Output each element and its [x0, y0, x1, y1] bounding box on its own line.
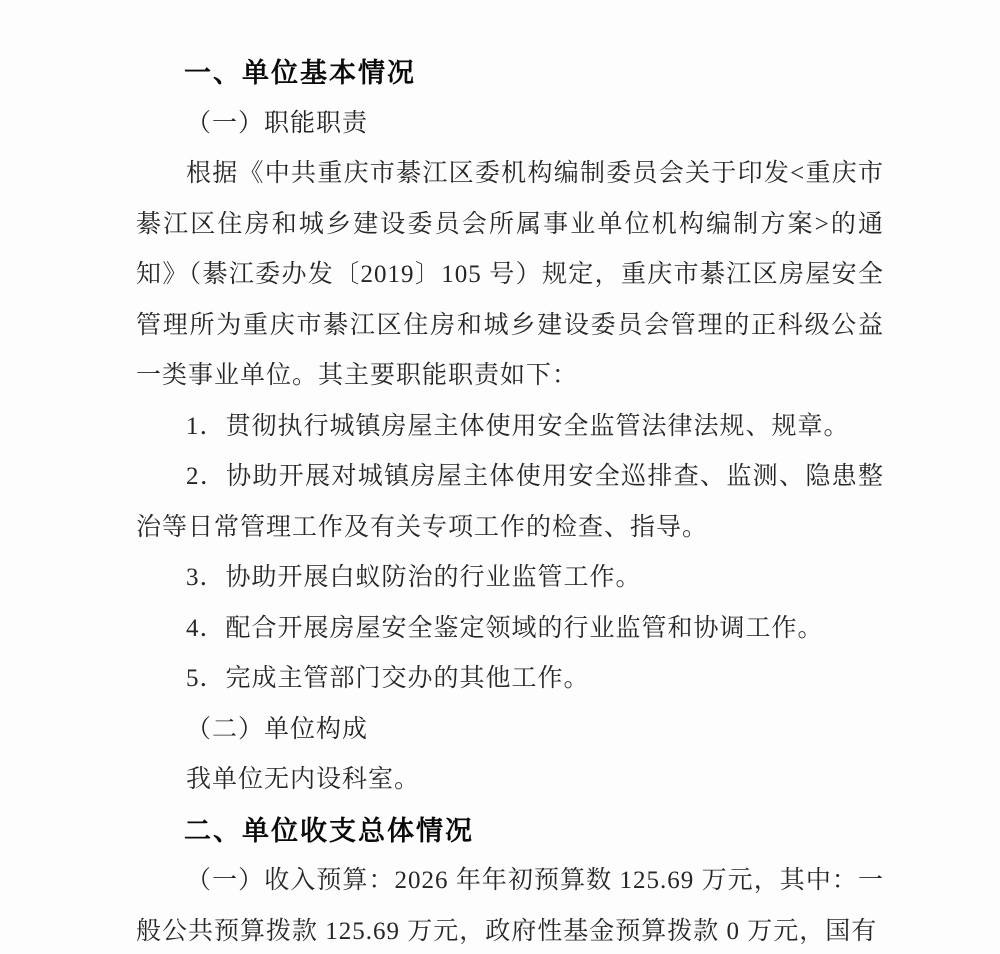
- list-item-4: 4．配合开展房屋安全鉴定领域的行业监管和协调工作。: [186, 614, 824, 642]
- document-content: [136, 48, 884, 954]
- body-paragraph-income-budget: （一）收入预算：2026 年年初预算数 125.69 万元，其中：一般公共预算拨款 125.69 万元，政府性基金预算拨款 0 万元，国有: [136, 867, 884, 945]
- section-heading-1: 一、单位基本情况: [184, 58, 416, 88]
- list-item-1: 1．贯彻执行城镇房屋主体使用安全监管法律法规、规章。: [186, 412, 850, 440]
- subsection-heading-structure: （二）单位构成: [186, 715, 369, 743]
- list-item-2: 2．协助开展对城镇房屋主体使用安全巡排查、监测、隐患整治等日常管理工作及有关专项工作的检查、指导。: [136, 463, 884, 541]
- list-item-3: 3．协助开展白蚁防治的行业监管工作。: [186, 564, 642, 591]
- subsection-heading-functions: （一）职能职责: [186, 109, 369, 137]
- section-heading-2: 二、单位收支总体情况: [184, 815, 474, 846]
- body-paragraph-functions: 根据《中共重庆市綦江区委机构编制委员会关于印发<重庆市綦江区住房和城乡建设委员会所属事业单位机构编制方案>的通知》（綦江委办发〔2019〕105 号）规定，重庆市綦江区房屋安全管理所为重庆市綦江区住房和城乡建设委员会管理的正科级公益一类事业单位。其主要职能职责如下：: [136, 160, 884, 389]
- body-paragraph-structure: 我单位无内设科室。: [186, 766, 421, 793]
- list-item-5: 5．完成主管部门交办的其他工作。: [186, 665, 590, 692]
